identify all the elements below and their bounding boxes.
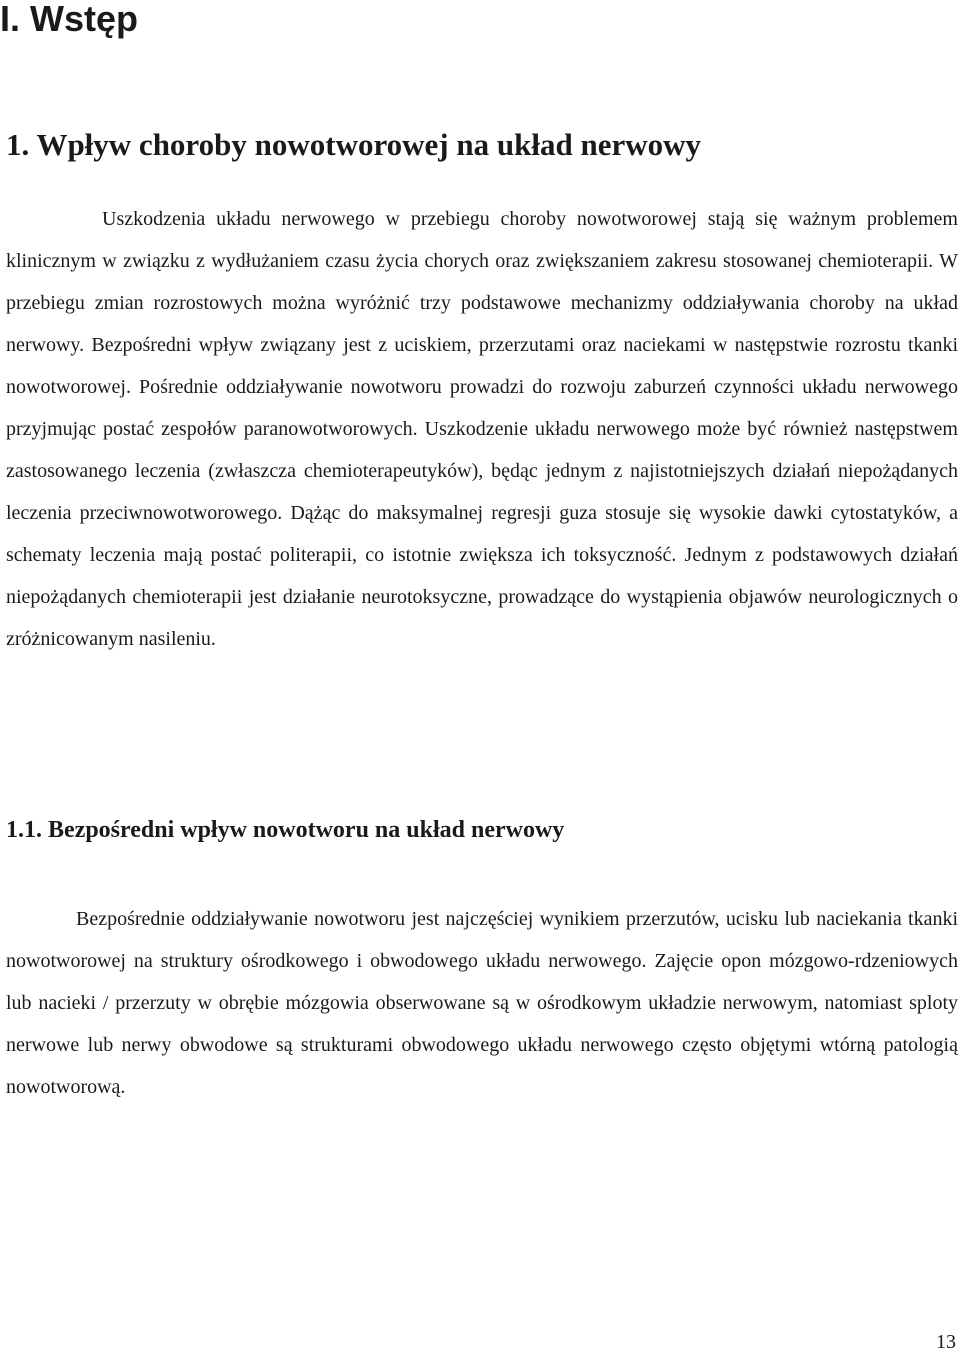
subsection-title: 1.1. Bezpośredni wpływ nowotworu na układ nerwowy: [6, 817, 565, 843]
page-number: 13: [936, 1331, 956, 1353]
subsection-paragraph: Bezpośrednie oddziaływanie nowotworu jest najczęściej wynikiem przerzutów, ucisku lub naciekania tkanki nowotworowej na struktury ośrodkowego i obwodowego układu nerwowego. Zajęcie opon mózgowo-rdzeniowych lub nacieki / przerzuty w obrębie mózgowia obserwowane są w ośrodkowym układzie nerwowym, natomiast sploty nerwowe lub nerwy obwodowe są strukturami obwodowego układu nerwowego często objętymi wtórną patologią nowotworową.: [6, 908, 958, 1098]
chapter-title: I. Wstęp: [0, 0, 139, 39]
section-title: 1. Wpływ choroby nowotworowej na układ nerwowy: [6, 127, 701, 162]
section-paragraph: Uszkodzenia układu nerwowego w przebiegu choroby nowotworowej stają się ważnym problemem klinicznym w związku z wydłużaniem czasu życia chorych oraz zwiększaniem zakresu stosowanej chemioterapii. W przebiegu zmian rozrostowych można wyróżnić trzy podstawowe mechanizmy oddziaływania choroby na układ nerwowy. Bezpośredni wpływ związany jest z uciskiem, przerzutami oraz naciekami w następstwie rozrostu tkanki nowotworowej. Pośrednie oddziaływanie nowotworu prowadzi do rozwoju zaburzeń czynności układu nerwowego przyjmując postać zespołów paranowotworowych. Uszkodzenie układu nerwowego może być również następstwem zastosowanego leczenia (zwłaszcza chemioterapeutyków), będąc jednym z najistotniejszych działań niepożądanych leczenia przeciwnowotworowego. Dążąc do maksymalnej regresji guza stosuje się wysokie dawki cytostatyków, a schematy leczenia mają postać politerapii, co istotnie zwiększa ich toksyczność. Jednym z podstawowych działań niepożądanych chemioterapii jest działanie neurotoksyczne, prowadzące do wystąpienia objawów neurologicznych o zróżnicowanym nasileniu.: [6, 208, 958, 650]
